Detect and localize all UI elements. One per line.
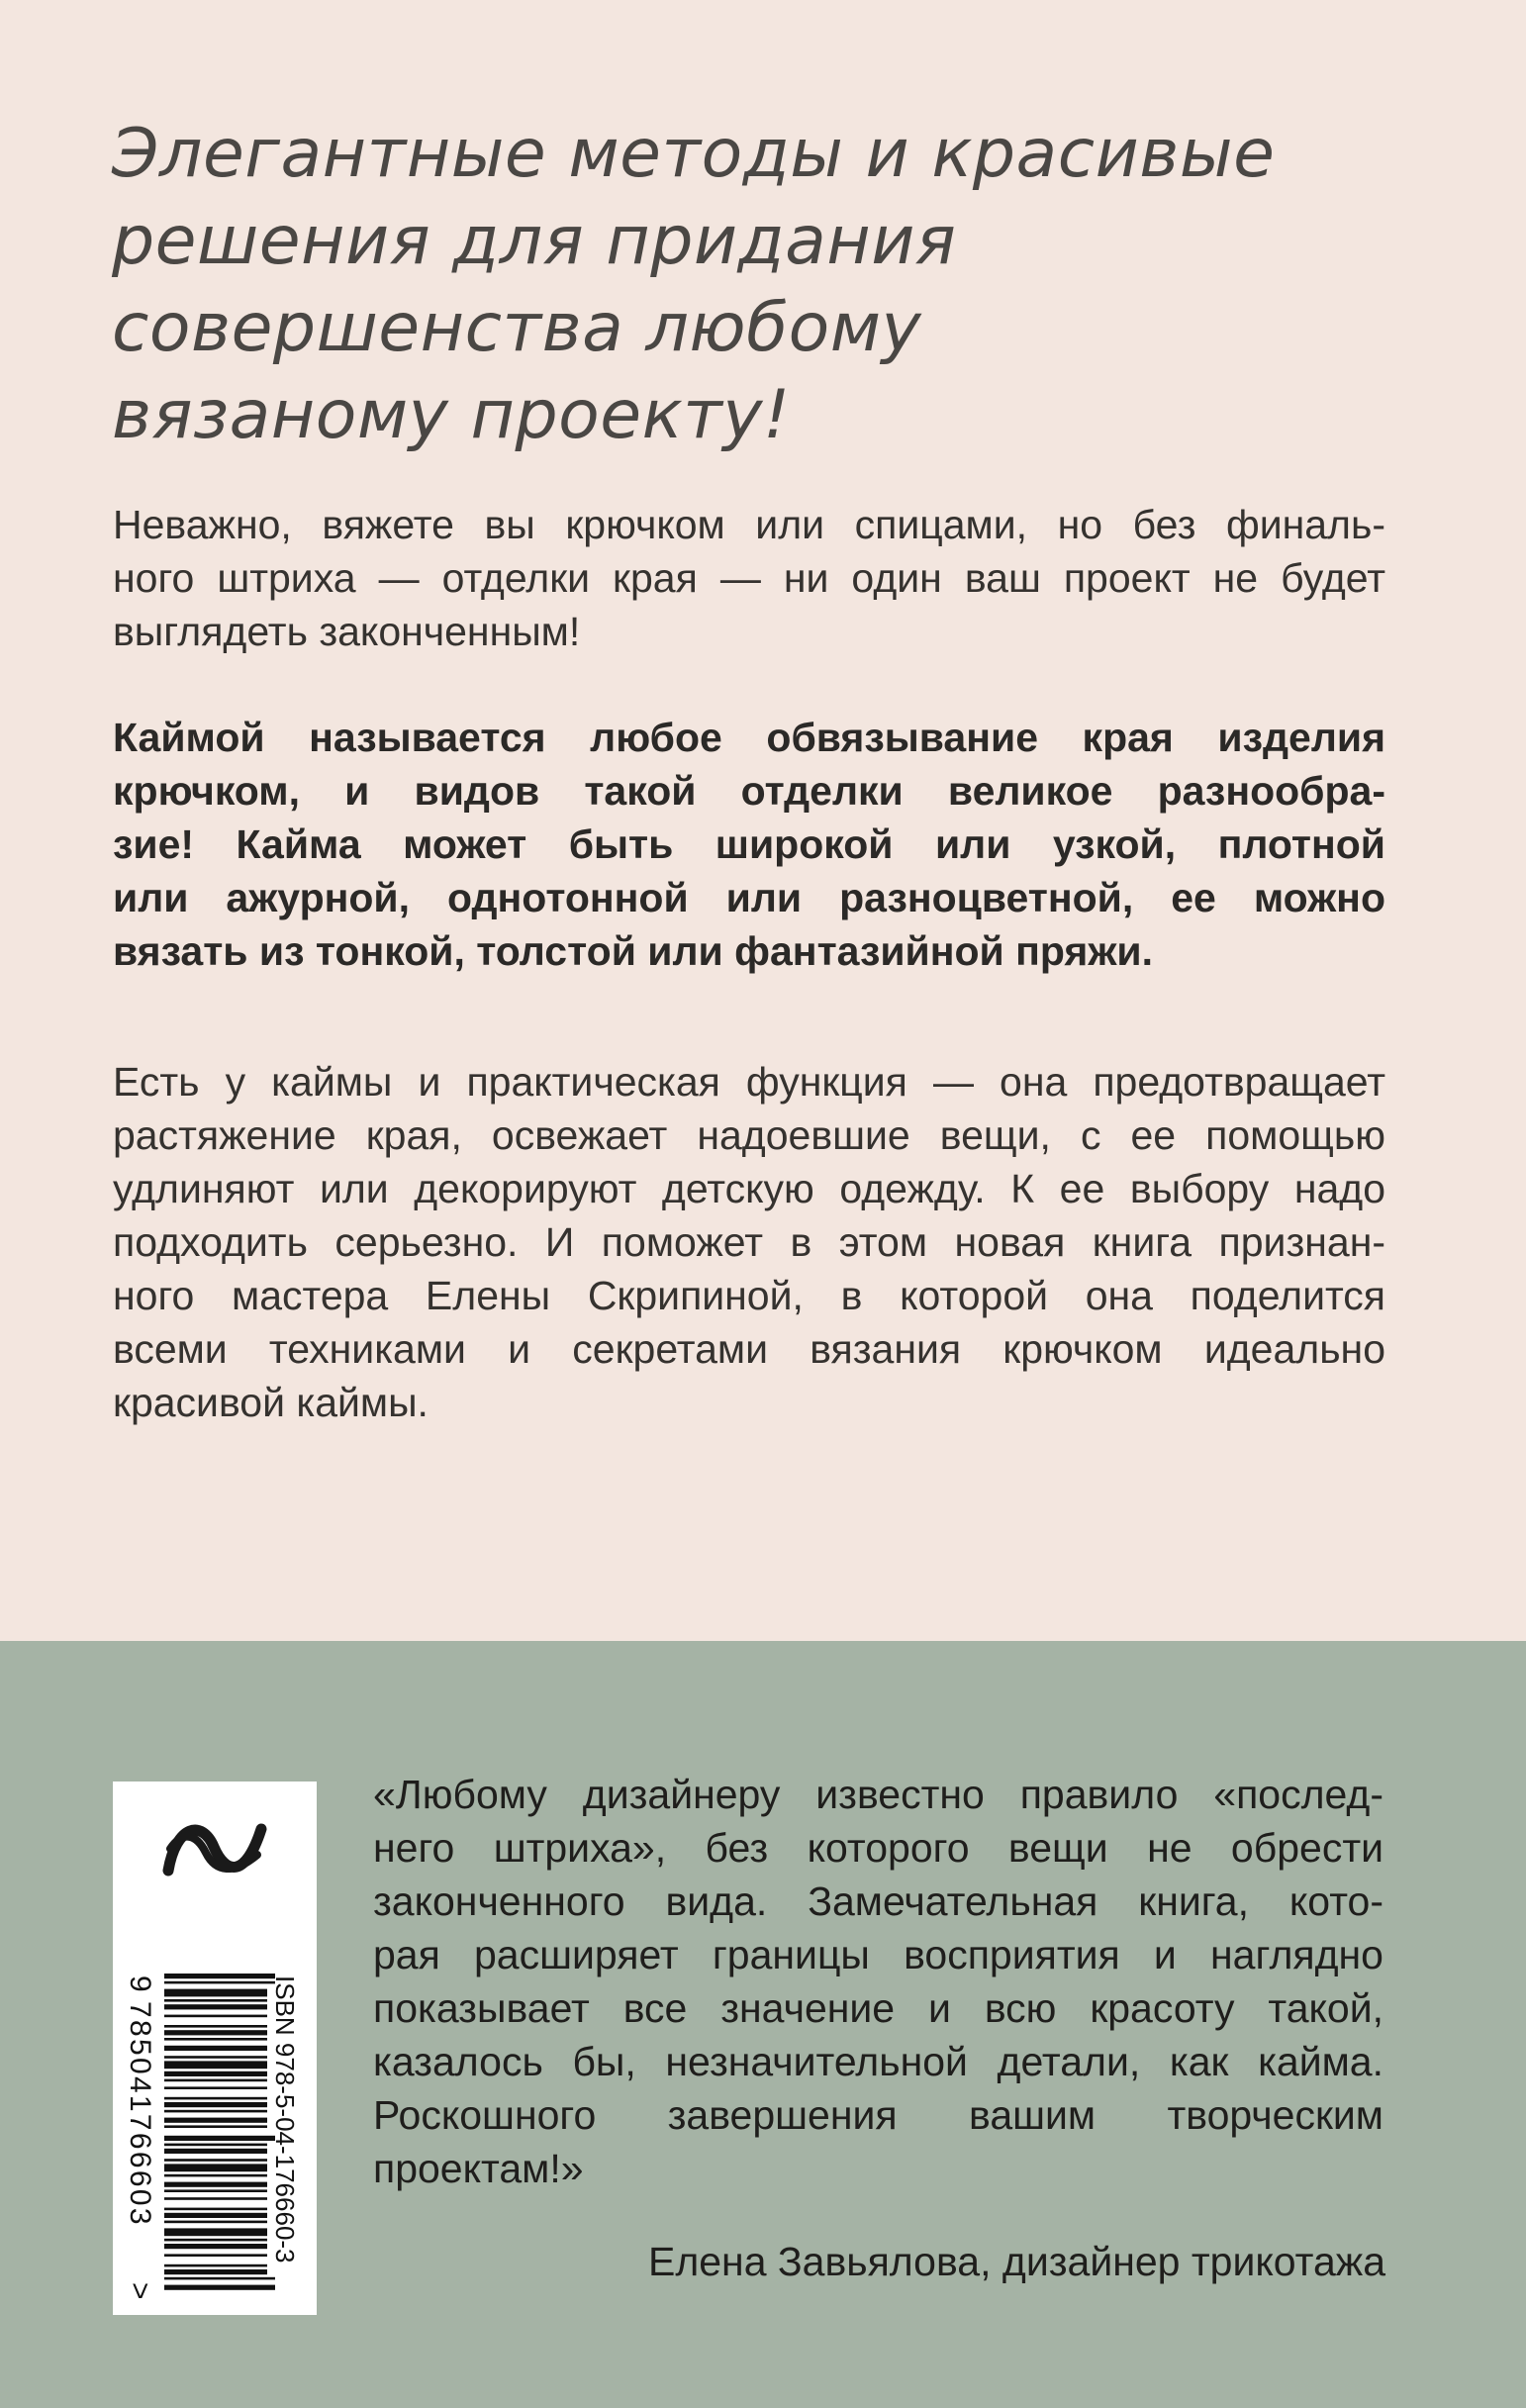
description-line: ного мастера Елены Скрипиной, в которой она поделится (113, 1273, 1385, 1318)
description-paragraph (113, 1055, 1385, 1429)
isbn-label: ISBN 978-5-04-176660-3 (270, 1975, 300, 2264)
barcode-bar (164, 1999, 267, 2002)
barcode-bar (164, 2269, 267, 2274)
barcode-bar (164, 2110, 267, 2113)
barcode-bar (164, 1981, 275, 1984)
barcode-bar (164, 2102, 267, 2107)
barcode-bar (164, 2071, 267, 2076)
intro-paragraph (113, 498, 1385, 658)
quote-line: него штриха», без которого вещи не обрести (373, 1825, 1383, 1871)
quote-line: «Любому дизайнеру известно правило «послед- (373, 1772, 1383, 1817)
definition-paragraph (113, 711, 1385, 978)
description-line: удлиняют или декорируют детскую одежду. К ее выбору надо (113, 1166, 1385, 1211)
barcode-bar (164, 2221, 267, 2224)
headline-line: решения для придания (112, 202, 957, 280)
barcode-bar (164, 2030, 267, 2035)
description-line: всеми техниками и секретами вязания крючком идеально (113, 1326, 1385, 1372)
description-line: растяжение края, освежает надоевшие вещи, с ее помощью (113, 1112, 1385, 1158)
barcode-bar (164, 1974, 275, 1978)
description-line: Есть у каймы и практическая функция — она предотвращает (113, 1059, 1385, 1105)
definition-line: вязать из тонкой, толстой или фантазийной пряжи. (113, 928, 1154, 974)
barcode-bar (164, 2097, 267, 2100)
intro-line: Неважно, вяжете вы крючком или спицами, но без финаль- (113, 502, 1385, 547)
barcode-bar (164, 2164, 267, 2171)
barcode-bar (164, 2056, 267, 2059)
intro-line: выглядеть законченным! (113, 609, 581, 654)
barcode-bar (164, 2182, 267, 2187)
barcode-bar (164, 2197, 267, 2200)
barcode-bar (164, 2046, 267, 2051)
barcode-bar (164, 2038, 267, 2041)
barcode-bar (164, 2244, 267, 2249)
quote-line: Роскошного завершения вашим творческим (373, 2092, 1383, 2138)
barcode-bar (164, 2159, 267, 2162)
definition-line: крючком, и видов такой отделки великое разнообра- (113, 768, 1385, 814)
description-line: подходить серьезно. И поможет в этом новая книга признан- (113, 1219, 1385, 1265)
barcode-bar (164, 2079, 267, 2082)
headline (112, 111, 1398, 459)
definition-line: Каймой называется любое обвязывание края изделия (113, 715, 1385, 760)
barcode-first-digit: 9 (124, 1975, 156, 1992)
barcode-bar (164, 2015, 267, 2018)
description-line: красивой каймы. (113, 1380, 429, 1425)
barcode-trailer: > (124, 2282, 156, 2300)
barcode-panel (113, 1782, 317, 2315)
barcode-bar (164, 2174, 267, 2177)
quote-block (373, 1768, 1383, 2195)
intro-line: ного штриха — отделки края — ни один ваш проект не будет (113, 555, 1385, 601)
barcode-bar (164, 2277, 275, 2280)
barcode-bar (164, 2061, 267, 2069)
barcode-bar (164, 2213, 267, 2218)
barcode-bar (164, 2254, 267, 2257)
definition-line: зие! Кайма может быть широкой или узкой, плотной (113, 821, 1385, 867)
headline-line: совершенства любому (112, 289, 922, 367)
barcode-bar (164, 2228, 267, 2236)
barcode-bar (164, 2189, 267, 2192)
isbn-barcode (113, 1782, 317, 2315)
quote-line: законченного вида. Замечательная книга, кото- (373, 1878, 1383, 1924)
barcode-bar (164, 2004, 267, 2009)
quote-line: казалось бы, незначительной детали, как кайма. (373, 2039, 1383, 2084)
definition-line: или ажурной, однотонной или разноцветной, ее можно (113, 875, 1385, 920)
quote-attribution: Елена Завьялова, дизайнер трикотажа (647, 2239, 1385, 2284)
barcode-bars (164, 1974, 275, 2290)
barcode-bar (164, 1989, 267, 1997)
barcode-bar (164, 2118, 267, 2123)
barcode-digits: 785041766603 (124, 2001, 156, 2227)
quote-line: рая расширяет границы восприятия и наглядно (373, 1932, 1383, 1977)
barcode-bar (164, 2025, 267, 2028)
quote-line: проектам!» (373, 2146, 584, 2191)
headline-line: вязаному проекту! (112, 376, 791, 454)
headline-line: Элегантные методы и красивые (112, 115, 1276, 193)
barcode-bar (164, 2208, 267, 2211)
barcode-bar (164, 2125, 267, 2128)
barcode-bar (164, 2264, 267, 2267)
barcode-bar (164, 2144, 267, 2147)
barcode-bar (164, 2136, 275, 2141)
barcode-bar (164, 2149, 267, 2154)
barcode-bar (164, 2239, 267, 2242)
quote-line: показывает все значение и всю красоту такой, (373, 1985, 1383, 2031)
barcode-bar (164, 2086, 267, 2089)
barcode-bar (164, 2285, 275, 2290)
